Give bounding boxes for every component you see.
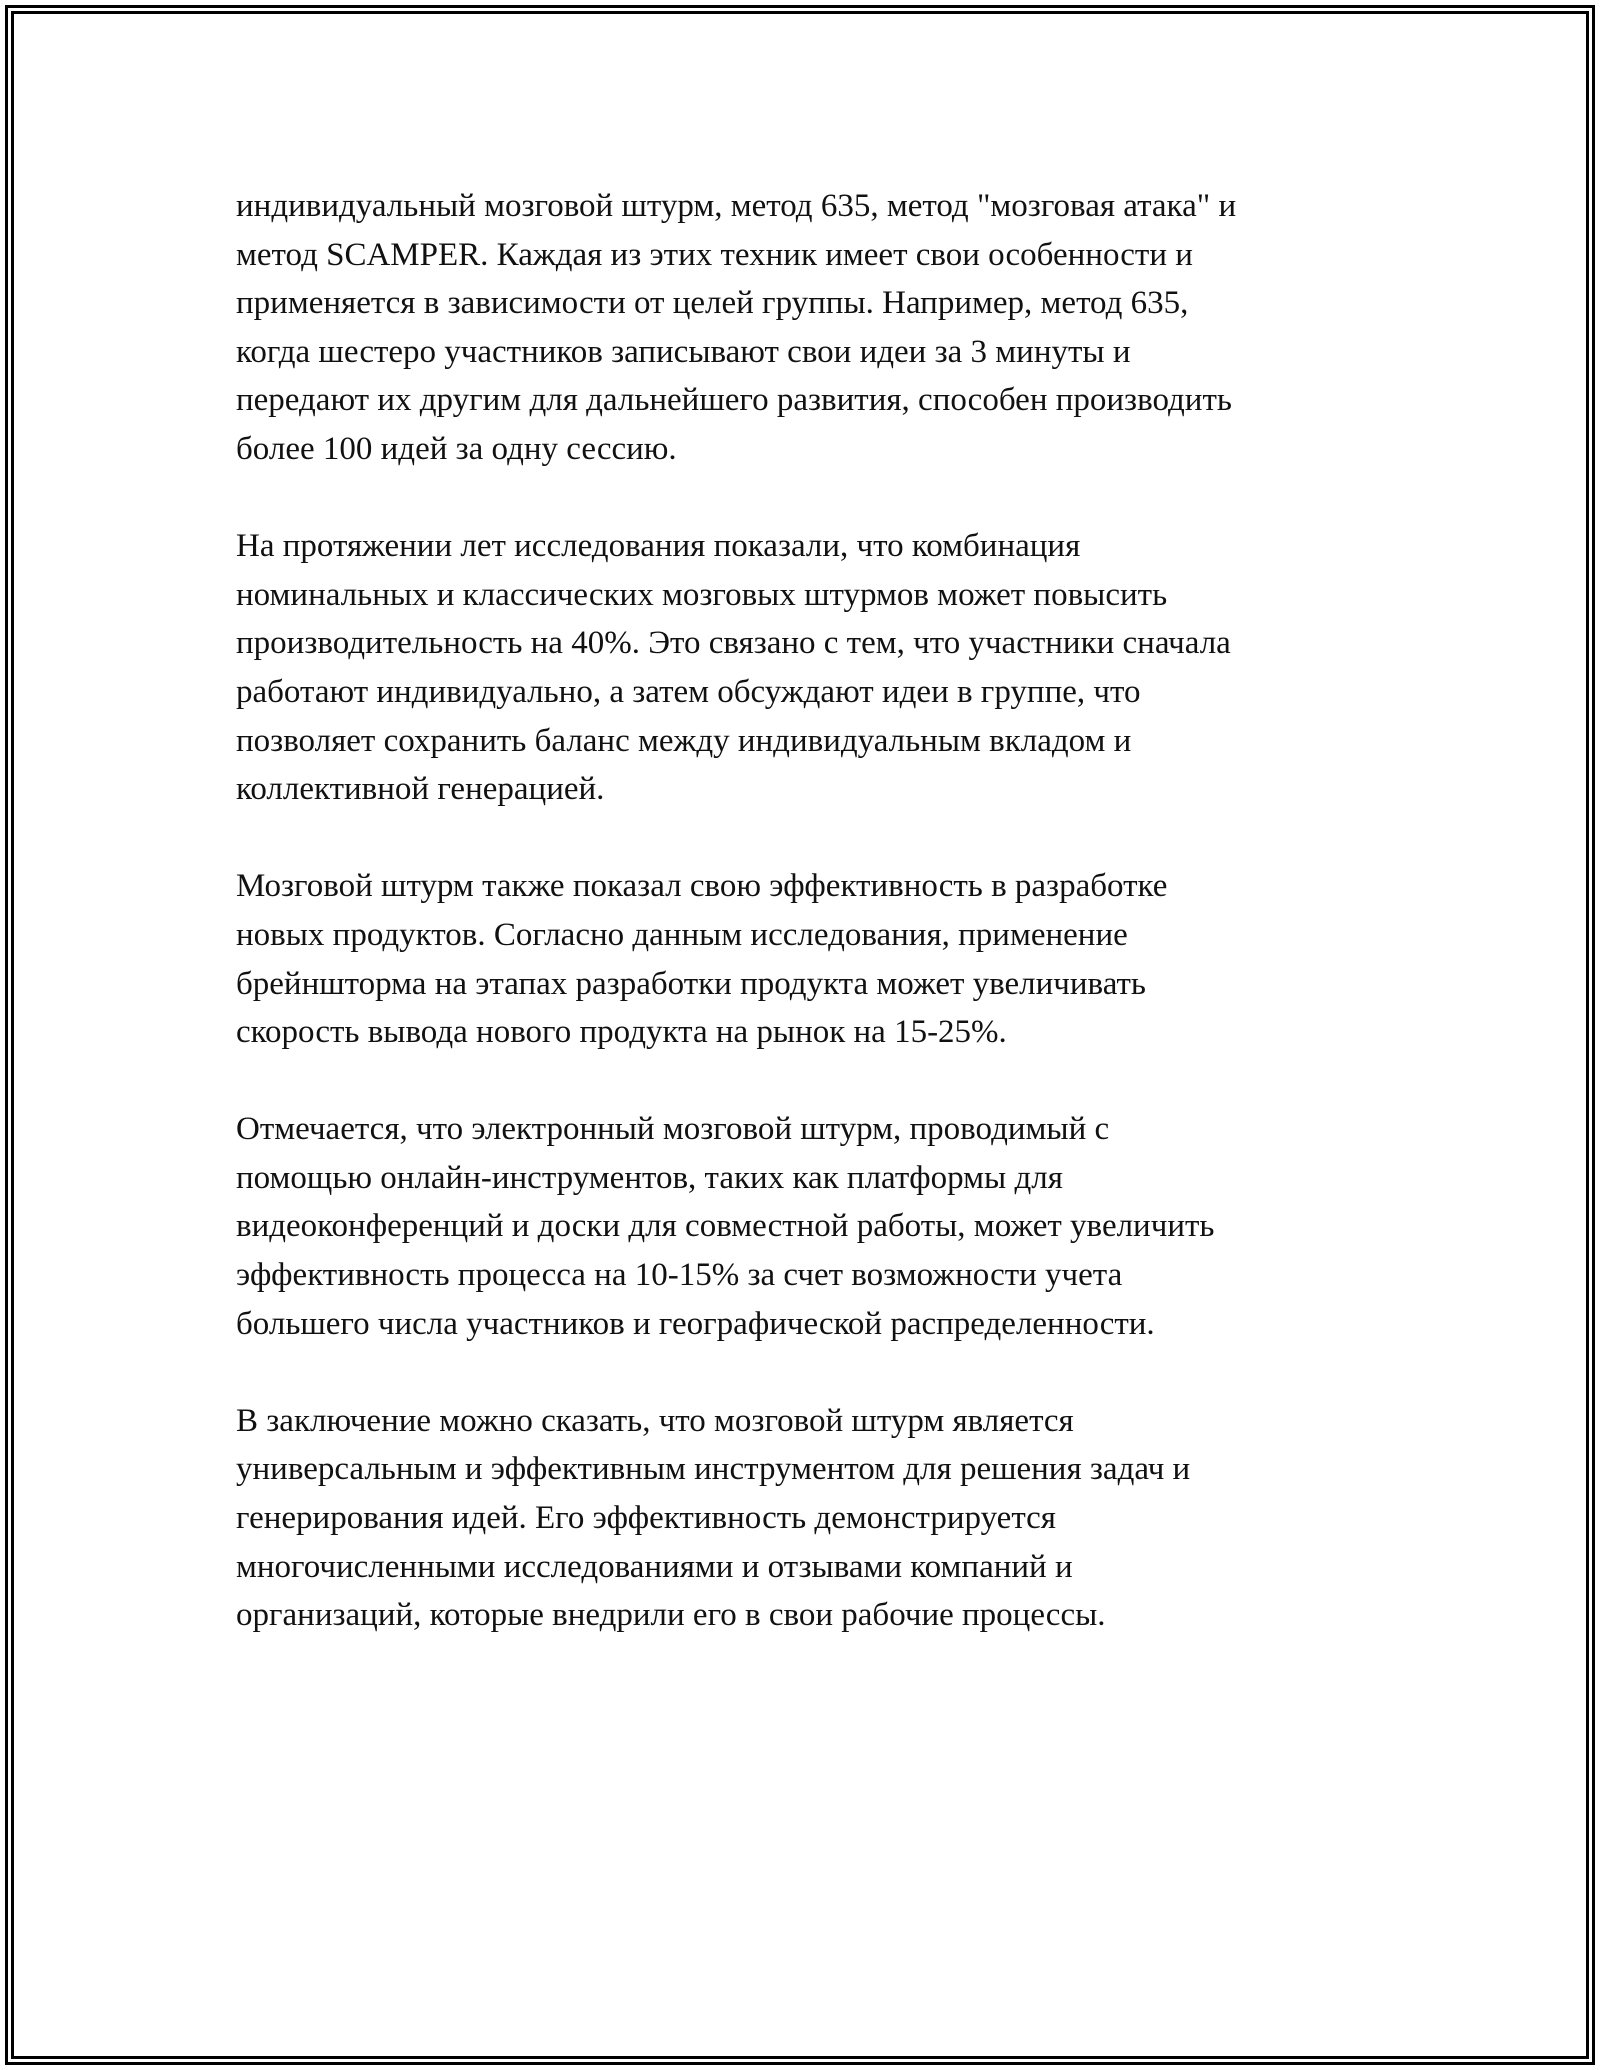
text-line: помощью онлайн-инструментов, таких как платформы для	[236, 1159, 1063, 1196]
text-line: эффективность процесса на 10-15% за счет возможности учета	[236, 1257, 1123, 1294]
paragraph-research-productivity	[236, 522, 1366, 814]
text-line: когда шестеро участников записывают свои идеи за 3 минуты и	[236, 333, 1131, 370]
text-line: Мозговой штурм также показал свою эффективность в разработке	[236, 868, 1168, 905]
text-line: более 100 идей за одну сессию.	[236, 430, 677, 467]
text-line: применяется в зависимости от целей группы. Например, метод 635,	[236, 285, 1189, 322]
text-line: номинальных и классических мозговых штурмов может повысить	[236, 576, 1168, 613]
paragraph-conclusion	[236, 1397, 1366, 1640]
text-line: работают индивидуально, а затем обсуждают идеи в группе, что	[236, 673, 1141, 710]
text-line: производительность на 40%. Это связано с тем, что участники сначала	[236, 625, 1231, 662]
text-line: коллективной генерацией.	[236, 771, 605, 808]
text-line: На протяжении лет исследования показали, что комбинация	[236, 528, 1081, 565]
text-line: универсальным и эффективным инструментом для решения задач и	[236, 1451, 1191, 1488]
text-line: новых продуктов. Согласно данным исследования, применение	[236, 916, 1128, 953]
text-line: большего числа участников и географической распределенности.	[236, 1305, 1155, 1342]
paragraph-product-development	[236, 862, 1366, 1056]
text-line: Отмечается, что электронный мозговой штурм, проводимый с	[236, 1111, 1110, 1148]
document-body	[236, 182, 1366, 1640]
text-line: брейншторма на этапах разработки продукта может увеличивать	[236, 965, 1146, 1002]
text-line: многочисленными исследованиями и отзывами компаний и	[236, 1548, 1073, 1585]
text-line: организаций, которые внедрили его в свои рабочие процессы.	[236, 1597, 1106, 1634]
text-line: позволяет сохранить баланс между индивидуальным вкладом и	[236, 722, 1132, 759]
paragraph-methods	[236, 182, 1366, 474]
paragraph-electronic-brainstorming	[236, 1105, 1366, 1348]
text-line: метод SCAMPER. Каждая из этих техник имеет свои особенности и	[236, 236, 1193, 273]
text-line: индивидуальный мозговой штурм, метод 635, метод "мозговая атака" и	[236, 188, 1237, 224]
text-line: скорость вывода нового продукта на рынок на 15-25%.	[236, 1014, 1007, 1051]
text-line: В заключение можно сказать, что мозговой штурм является	[236, 1402, 1074, 1439]
text-line: видеоконференций и доски для совместной работы, может увеличить	[236, 1208, 1215, 1245]
text-line: генерирования идей. Его эффективность демонстрируется	[236, 1500, 1056, 1537]
text-line: передают их другим для дальнейшего развития, способен производить	[236, 382, 1232, 419]
